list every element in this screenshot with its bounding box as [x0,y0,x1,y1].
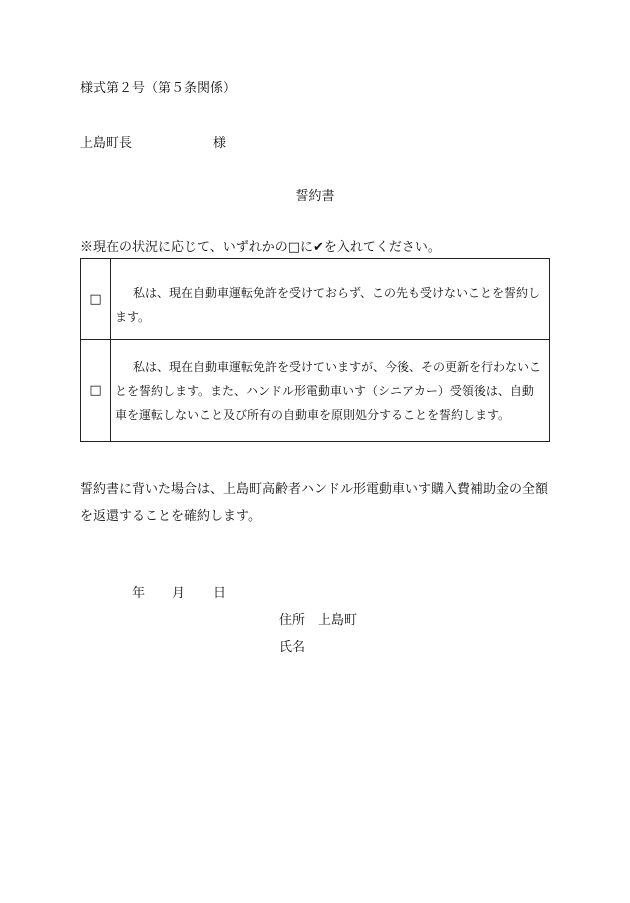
choice-table [80,258,550,442]
addressee-mayor: 上島町長 [80,136,133,151]
document-title: 誓約書 [295,189,335,204]
option-checkbox-no-license[interactable]: □ [81,259,111,340]
addressee [80,136,227,151]
date-month-label: 月 [172,586,186,601]
address-label: 住所 [279,613,306,628]
option-text-license-holder: 私は、現在自動車運転免許を受けていますが、今後、その更新を行わないことを誓約します。また、ハンドル形電動車いす（シニアカー）受領後は、自動車を運転しないこと及び所有の自動車を原則処分することを誓約します。 [115,359,542,422]
form-number: 様式第２号（第５条関係） [80,81,237,96]
date-day-label: 日 [213,586,227,601]
option-row [81,340,550,442]
instruction-text: ※現在の状況に応じて、いずれかの□に✔を入れてください。 [80,240,441,255]
date-year-label: 年 [132,586,146,601]
option-text-cell [111,259,550,340]
address-value: 上島町 [318,613,358,628]
declaration-text: 誓約書に背いた場合は、上島町高齢者ハンドル形電動車いす購入費補助金の全額を返還することを確約します。 [80,482,549,524]
option-text-cell [111,340,550,442]
option-row [81,259,550,340]
name-label: 氏名 [279,640,306,655]
option-checkbox-license-holder[interactable]: □ [81,340,111,442]
addressee-honorific: 様 [213,136,227,151]
name-line [279,641,305,654]
address-line [279,614,357,627]
option-text-no-license: 私は、現在自動車運転免許を受けておらず、この先も受けないことを誓約します。 [115,286,541,324]
